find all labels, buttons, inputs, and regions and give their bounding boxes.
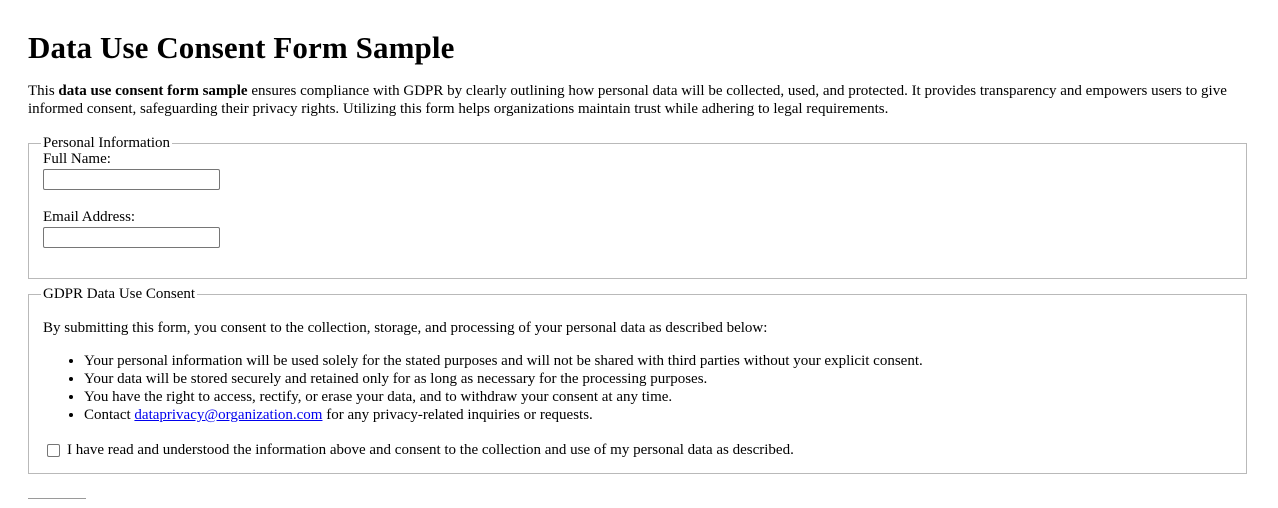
consent-checkbox[interactable]	[47, 444, 60, 457]
page-title: Data Use Consent Form Sample	[28, 30, 455, 65]
consent-row	[43, 441, 1232, 459]
privacy-email-link[interactable]: dataprivacy@organization.com	[134, 407, 323, 423]
gdpr-lead-text: By submitting this form, you consent to the collection, storage, and processing of your personal data as described below:	[43, 320, 768, 336]
full-name-label: Full Name:	[43, 151, 111, 167]
contact-text-after: for any privacy-related inquiries or requests.	[322, 407, 593, 423]
intro-text-after: ensures compliance with GDPR by clearly outlining how personal data will be collected, used, and protected. It provides transparency and empowers users to give informed consent, safeguarding their privacy rights. Utilizing this form helps organizations maintain trust while adhering to legal requirements.	[28, 83, 1227, 117]
gdpr-term-item: • Your personal information will be used solely for the stated purposes and will not be shared with third parties without your explicit consent.	[84, 352, 1232, 370]
consent-label[interactable]: I have read and understood the information above and consent to the collection and use of my personal data as described.	[67, 442, 794, 458]
page-container	[28, 0, 1248, 474]
gdpr-term-item: • You have the right to access, rectify, or erase your data, and to withdraw your consent at any time.	[84, 388, 1232, 406]
contact-text-before: Contact	[84, 407, 135, 423]
intro-text-before: This	[28, 83, 59, 99]
gdpr-consent-legend: GDPR Data Use Consent	[43, 286, 196, 302]
email-address-input[interactable]	[43, 227, 220, 248]
personal-information-legend: Personal Information	[43, 135, 171, 151]
gdpr-consent-fieldset	[28, 286, 1247, 474]
intro-text-bold: data use consent form sample	[58, 83, 248, 99]
email-address-label: Email Address:	[43, 209, 136, 225]
personal-information-fieldset	[28, 135, 1247, 279]
intro-paragraph	[28, 82, 1233, 118]
full-name-input[interactable]	[43, 169, 220, 190]
gdpr-term-item: • Your data will be stored securely and retained only for as long as necessary for the processing purposes.	[84, 370, 1232, 388]
submit-button-edge[interactable]	[28, 498, 86, 508]
gdpr-contact-item	[84, 406, 1232, 424]
gdpr-terms-list	[43, 352, 1232, 424]
